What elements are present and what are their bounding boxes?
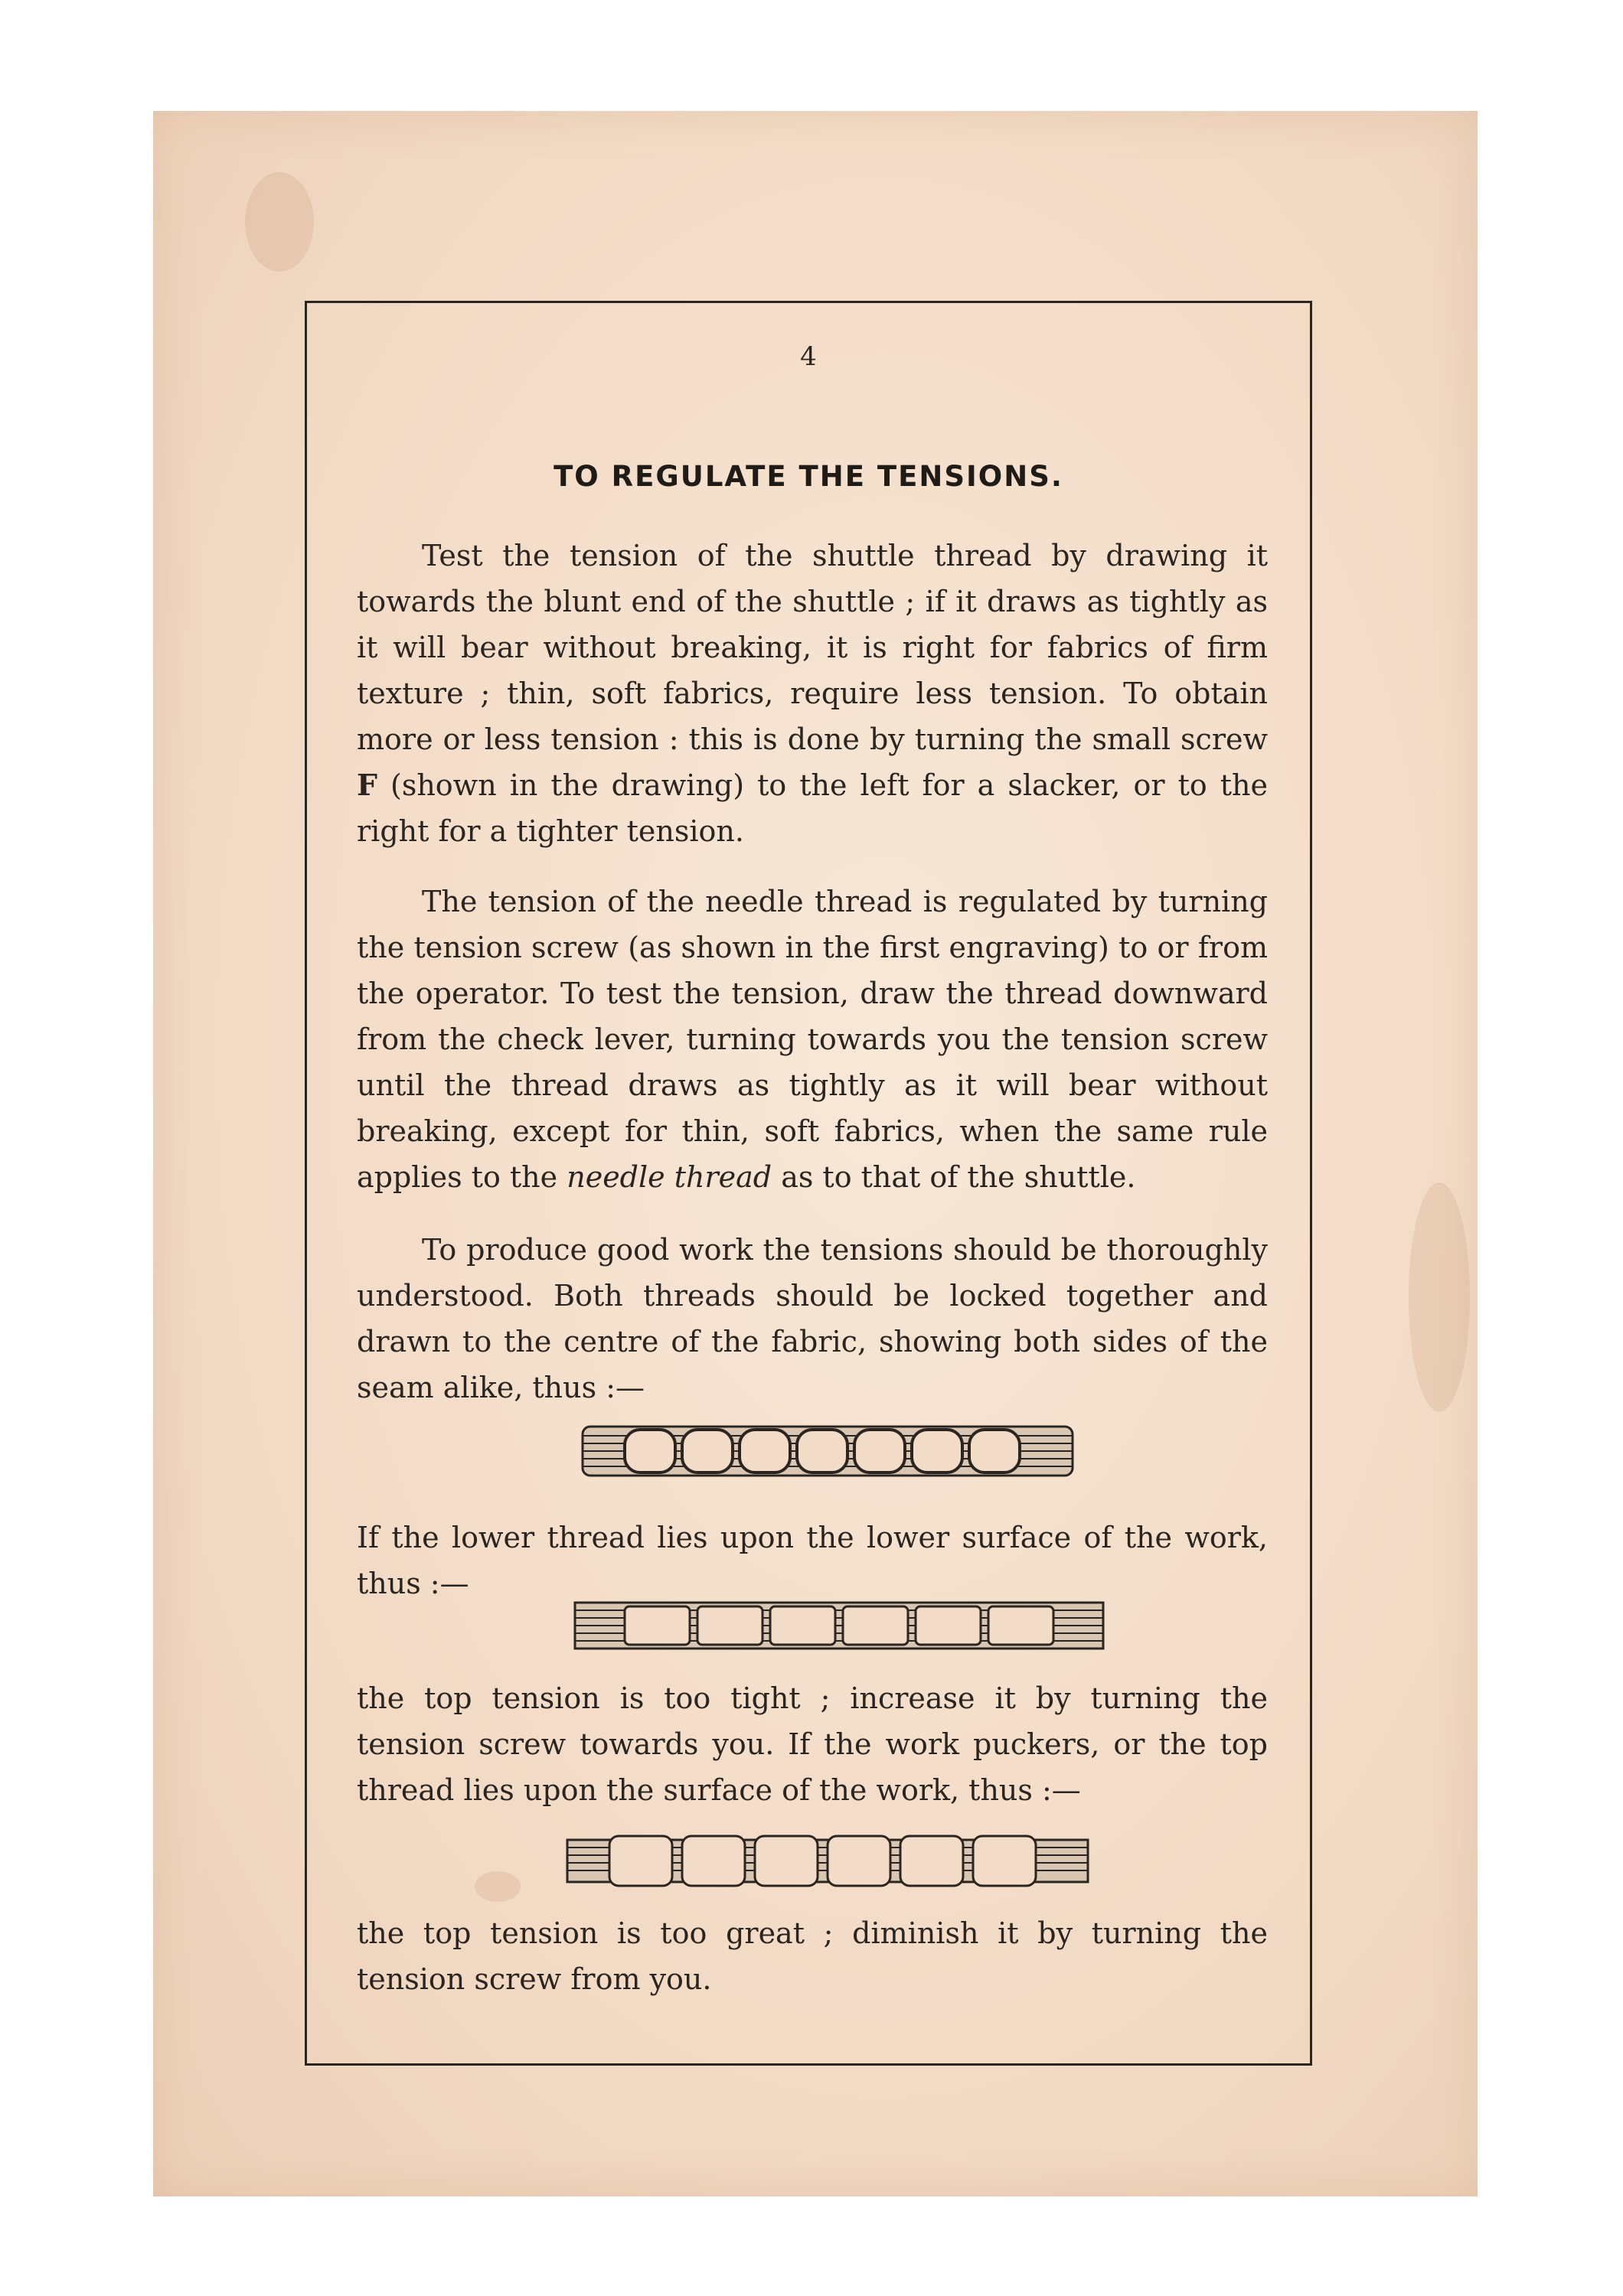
section-heading: TO REGULATE THE TENSIONS. xyxy=(554,460,1063,493)
paragraph-top-tight xyxy=(357,1675,1268,1813)
paragraph-shuttle-tension xyxy=(357,533,1268,854)
paragraph-text: as to that of the shuttle. xyxy=(772,1160,1136,1194)
stitch-balanced-figure xyxy=(579,1420,1076,1482)
italic-term: needle thread xyxy=(567,1160,772,1194)
paragraph-text: If the lower thread lies upon the lower surface of the work, thus :— xyxy=(357,1521,1268,1600)
paragraph-top-great xyxy=(357,1910,1268,2002)
paragraph-text: To produce good work the tensions should be thoroughly understood. Both threads should be locked together and drawn to the centre of the fabric, showing both sides of the seam alike, thus :— xyxy=(357,1233,1268,1404)
paragraph-text: (shown in the drawing) to the left for a slacker, or to the right for a tighter tension. xyxy=(357,768,1268,848)
page-frame xyxy=(305,301,1312,2066)
stain xyxy=(1409,1182,1470,1412)
paragraph-needle-tension xyxy=(357,879,1268,1200)
stitch-lower-thread-figure xyxy=(571,1599,1107,1652)
paragraph-text: the top tension is too tight ; increase it by turning the tension screw towards you. If the work puckers, or the top thread lies upon the surface of the work, thus :— xyxy=(357,1681,1268,1807)
screw-letter: F xyxy=(357,768,377,802)
paragraph-good-work xyxy=(357,1227,1268,1411)
paragraph-lower-thread xyxy=(357,1515,1268,1606)
stain xyxy=(245,172,314,272)
paragraph-text: The tension of the needle thread is regulated by turning the tension screw (as shown in the first engraving) to or from the operator. To test the tension, draw the thread downward from the check lever, turning towards you the tension screw until the thread draws as tightly as it will bear without breaking, except for thin, soft fabrics, when the same rule applies to the xyxy=(357,885,1268,1194)
paragraph-text: Test the tension of the shuttle thread by drawing it towards the blunt end of the shuttle ; if it draws as tightly as it will bear without breaking, it is right for fabrics of firm texture ; thin, soft fabrics, require less tension. To obtain more or less tension : this is done by turning the small screw xyxy=(357,539,1268,756)
stitch-top-thread-figure xyxy=(563,1832,1092,1890)
page-number: 4 xyxy=(800,341,817,372)
paragraph-text: the top tension is too great ; diminish it by turning the tension screw from you. xyxy=(357,1916,1268,1996)
